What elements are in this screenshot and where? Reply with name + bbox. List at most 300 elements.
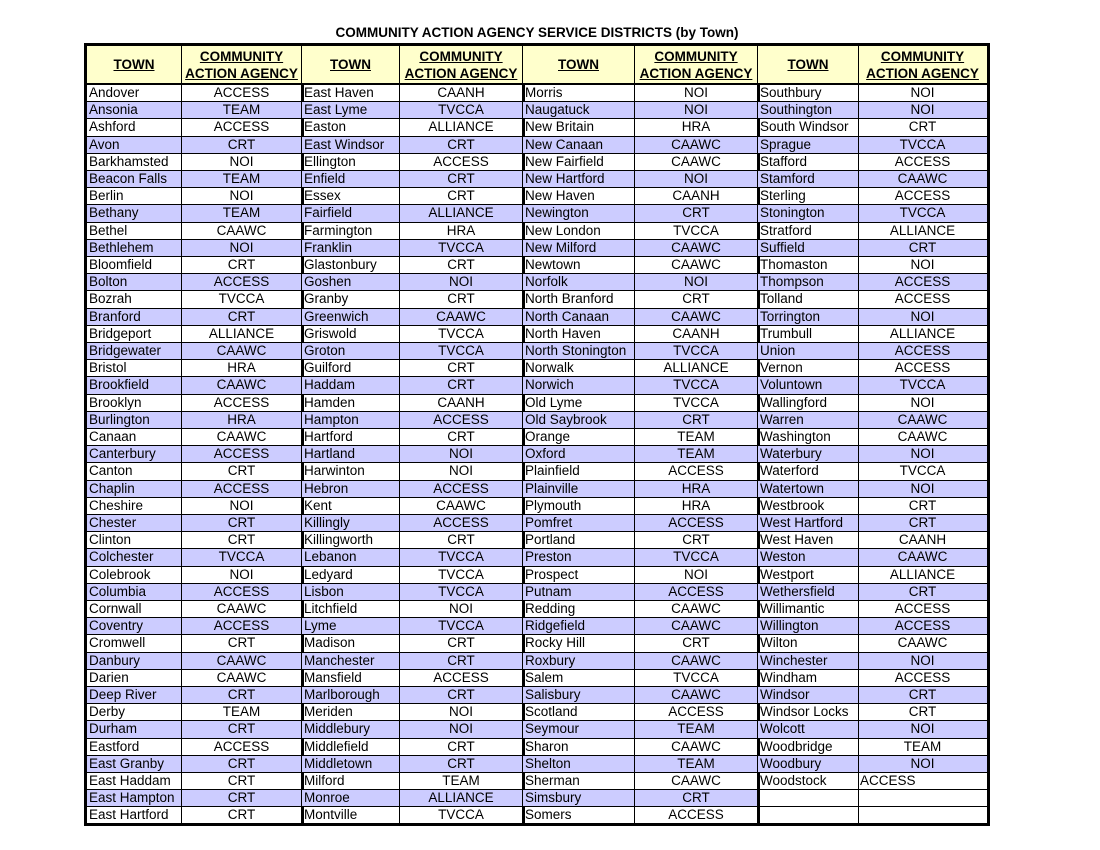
town-cell: Essex — [302, 188, 399, 205]
agency-header: COMMUNITY ACTION AGENCY — [181, 46, 302, 85]
town-cell: Madison — [302, 635, 399, 652]
agency-cell: NOI — [181, 154, 302, 171]
town-cell: Fairfield — [302, 205, 399, 222]
town-cell: Oxford — [523, 446, 634, 463]
agency-cell: CAAWC — [181, 223, 302, 240]
town-cell: East Granby — [87, 756, 181, 773]
town-cell: Mansfield — [302, 670, 399, 687]
town-header: TOWN — [758, 46, 858, 85]
agency-cell: CRT — [634, 291, 758, 308]
town-cell: Chester — [87, 515, 181, 532]
town-cell: Coventry — [87, 618, 181, 635]
agency-cell: TVCCA — [399, 549, 523, 566]
town-cell: Brookfield — [87, 377, 181, 394]
town-cell: Wallingford — [758, 395, 858, 412]
agency-cell: ACCESS — [181, 119, 302, 136]
agency-cell: ACCESS — [181, 274, 302, 291]
town-cell: Wethersfield — [758, 584, 858, 601]
agency-cell: CAAWC — [181, 429, 302, 446]
agency-cell: TVCCA — [858, 377, 987, 394]
agency-cell: TEAM — [181, 205, 302, 222]
town-cell: Colebrook — [87, 567, 181, 584]
agency-cell: CAANH — [858, 532, 987, 549]
agency-cell: NOI — [858, 446, 987, 463]
agency-cell: ALLIANCE — [634, 360, 758, 377]
town-cell: Hartford — [302, 429, 399, 446]
agency-cell: ALLIANCE — [858, 223, 987, 240]
agency-cell: NOI — [181, 240, 302, 257]
town-cell: Seymour — [523, 721, 634, 738]
agency-cell: NOI — [858, 395, 987, 412]
town-cell: Colchester — [87, 549, 181, 566]
agency-cell: CRT — [181, 635, 302, 652]
town-cell: Monroe — [302, 790, 399, 807]
town-cell: Waterford — [758, 463, 858, 480]
agency-cell: NOI — [634, 102, 758, 119]
agency-cell: CRT — [399, 291, 523, 308]
town-cell: New Britain — [523, 119, 634, 136]
agency-cell — [858, 790, 987, 807]
town-header: TOWN — [87, 46, 181, 85]
town-cell: Vernon — [758, 360, 858, 377]
town-cell: Berlin — [87, 188, 181, 205]
agency-cell: NOI — [399, 704, 523, 721]
agency-cell: ACCESS — [858, 154, 987, 171]
town-cell: North Stonington — [523, 343, 634, 360]
town-cell: Voluntown — [758, 377, 858, 394]
agency-cell: TVCCA — [399, 343, 523, 360]
agency-cell: CRT — [858, 584, 987, 601]
agency-cell: ACCESS — [181, 739, 302, 756]
agency-cell: NOI — [858, 721, 987, 738]
town-cell: Branford — [87, 309, 181, 326]
agency-cell: TVCCA — [858, 137, 987, 154]
agency-cell: CRT — [181, 687, 302, 704]
agency-cell: CRT — [399, 188, 523, 205]
town-cell: Hebron — [302, 481, 399, 498]
town-cell: Barkhamsted — [87, 154, 181, 171]
agency-cell: ACCESS — [399, 515, 523, 532]
town-cell: Bethel — [87, 223, 181, 240]
town-cell: Plainfield — [523, 463, 634, 480]
agency-cell: ACCESS — [181, 85, 302, 102]
column-divider — [634, 46, 635, 823]
town-cell: Southington — [758, 102, 858, 119]
agency-cell: ALLIANCE — [399, 790, 523, 807]
agency-cell: CRT — [399, 429, 523, 446]
agency-cell: CRT — [181, 721, 302, 738]
town-cell: Hartland — [302, 446, 399, 463]
agency-cell: CAAWC — [399, 498, 523, 515]
town-cell: East Lyme — [302, 102, 399, 119]
town-cell: Salisbury — [523, 687, 634, 704]
town-cell: Willington — [758, 618, 858, 635]
agency-cell: HRA — [181, 412, 302, 429]
town-cell: Torrington — [758, 309, 858, 326]
agency-cell: HRA — [399, 223, 523, 240]
agency-cell: ACCESS — [181, 584, 302, 601]
town-cell: Westport — [758, 567, 858, 584]
agency-cell: TVCCA — [634, 223, 758, 240]
agency-cell: TEAM — [634, 429, 758, 446]
agency-cell: CRT — [181, 773, 302, 790]
town-cell: New Hartford — [523, 171, 634, 188]
town-cell: Plymouth — [523, 498, 634, 515]
agency-column-2 — [399, 46, 523, 823]
agency-cell: ACCESS — [399, 670, 523, 687]
agency-cell: CAAWC — [634, 309, 758, 326]
agency-cell: TVCCA — [399, 567, 523, 584]
agency-cell: ALLIANCE — [181, 326, 302, 343]
town-column-4 — [758, 46, 858, 823]
town-cell: Sherman — [523, 773, 634, 790]
agency-cell: TVCCA — [634, 377, 758, 394]
agency-cell: HRA — [181, 360, 302, 377]
agency-cell: ACCESS — [858, 618, 987, 635]
town-cell — [758, 790, 858, 807]
town-cell: New Canaan — [523, 137, 634, 154]
agency-cell: TEAM — [399, 773, 523, 790]
agency-cell: ACCESS — [858, 188, 987, 205]
town-cell: Thomaston — [758, 257, 858, 274]
agency-cell: TVCCA — [399, 102, 523, 119]
town-cell: Windham — [758, 670, 858, 687]
page-title: COMMUNITY ACTION AGENCY SERVICE DISTRICTS (by Town) — [335, 25, 739, 40]
town-cell: Farmington — [302, 223, 399, 240]
agency-cell: NOI — [858, 481, 987, 498]
agency-cell: ACCESS — [858, 360, 987, 377]
agency-cell: CAAWC — [181, 343, 302, 360]
agency-cell: NOI — [399, 274, 523, 291]
agency-cell: TVCCA — [181, 549, 302, 566]
town-cell: Enfield — [302, 171, 399, 188]
town-cell: Roxbury — [523, 653, 634, 670]
agency-cell: TEAM — [634, 756, 758, 773]
agency-cell: CRT — [399, 532, 523, 549]
agency-cell: CRT — [858, 687, 987, 704]
agency-cell: ALLIANCE — [399, 205, 523, 222]
town-cell: Norwalk — [523, 360, 634, 377]
agency-cell: CRT — [181, 790, 302, 807]
agency-cell: CAAWC — [634, 154, 758, 171]
town-cell: East Hartford — [87, 807, 181, 824]
town-cell: Woodbury — [758, 756, 858, 773]
agency-cell: HRA — [634, 119, 758, 136]
town-cell: Putnam — [523, 584, 634, 601]
agency-cell: ACCESS — [858, 601, 987, 618]
town-cell: Orange — [523, 429, 634, 446]
agency-cell: CRT — [181, 515, 302, 532]
agency-cell: NOI — [399, 463, 523, 480]
agency-cell: ACCESS — [634, 584, 758, 601]
agency-cell: ACCESS — [399, 412, 523, 429]
agency-cell: TVCCA — [399, 326, 523, 343]
town-cell: Easton — [302, 119, 399, 136]
agency-cell: CAAWC — [181, 377, 302, 394]
town-cell: Cheshire — [87, 498, 181, 515]
agency-cell: ALLIANCE — [399, 119, 523, 136]
agency-cell: CRT — [181, 137, 302, 154]
town-cell: Franklin — [302, 240, 399, 257]
town-cell: Burlington — [87, 412, 181, 429]
town-cell: Preston — [523, 549, 634, 566]
agency-cell: CAANH — [399, 85, 523, 102]
agency-cell: TVCCA — [634, 395, 758, 412]
town-cell: Morris — [523, 85, 634, 102]
town-cell: Lebanon — [302, 549, 399, 566]
town-cell: Eastford — [87, 739, 181, 756]
town-cell: Redding — [523, 601, 634, 618]
town-cell: West Hartford — [758, 515, 858, 532]
agency-cell: CRT — [858, 498, 987, 515]
agency-header: COMMUNITY ACTION AGENCY — [858, 46, 987, 85]
agency-cell: CRT — [399, 257, 523, 274]
town-cell: Killingly — [302, 515, 399, 532]
agency-cell: ACCESS — [181, 446, 302, 463]
agency-cell: CRT — [399, 739, 523, 756]
agency-cell: ACCESS — [858, 274, 987, 291]
town-cell: Cromwell — [87, 635, 181, 652]
agency-cell: TVCCA — [858, 463, 987, 480]
agency-cell: CAAWC — [181, 601, 302, 618]
agency-cell: CAAWC — [634, 257, 758, 274]
town-cell: North Canaan — [523, 309, 634, 326]
agency-cell: ACCESS — [858, 343, 987, 360]
town-cell: Watertown — [758, 481, 858, 498]
town-cell: Winchester — [758, 653, 858, 670]
town-cell: Simsbury — [523, 790, 634, 807]
agency-cell: CRT — [858, 119, 987, 136]
town-cell: Southbury — [758, 85, 858, 102]
agency-cell: CRT — [181, 807, 302, 824]
agency-cell: NOI — [634, 274, 758, 291]
agency-cell: CAAWC — [858, 412, 987, 429]
agency-cell: TVCCA — [399, 618, 523, 635]
town-cell: Milford — [302, 773, 399, 790]
town-cell: Lyme — [302, 618, 399, 635]
agency-cell: CRT — [399, 687, 523, 704]
agency-cell: CRT — [634, 635, 758, 652]
agency-cell: TEAM — [858, 739, 987, 756]
agency-column-3 — [634, 46, 758, 823]
town-cell: Old Lyme — [523, 395, 634, 412]
agency-cell: ACCESS — [858, 670, 987, 687]
town-cell: Sprague — [758, 137, 858, 154]
town-cell: Griswold — [302, 326, 399, 343]
town-cell: Bolton — [87, 274, 181, 291]
town-cell: Windsor Locks — [758, 704, 858, 721]
town-cell: Bloomfield — [87, 257, 181, 274]
town-cell: East Hampton — [87, 790, 181, 807]
town-cell: Bridgewater — [87, 343, 181, 360]
town-cell: Willimantic — [758, 601, 858, 618]
town-cell: Clinton — [87, 532, 181, 549]
town-cell: Woodstock — [758, 773, 858, 790]
agency-cell: TVCCA — [634, 670, 758, 687]
town-cell: North Haven — [523, 326, 634, 343]
town-cell: Washington — [758, 429, 858, 446]
agency-cell: CRT — [399, 137, 523, 154]
town-header: TOWN — [302, 46, 399, 85]
agency-cell: CRT — [399, 635, 523, 652]
agency-cell: ACCESS — [634, 704, 758, 721]
agency-cell: CAANH — [399, 395, 523, 412]
town-cell: New Milford — [523, 240, 634, 257]
agency-cell: TVCCA — [634, 549, 758, 566]
town-column-3 — [523, 46, 634, 823]
town-cell: Naugatuck — [523, 102, 634, 119]
agency-cell: CAAWC — [181, 670, 302, 687]
town-cell: Tolland — [758, 291, 858, 308]
agency-cell: NOI — [858, 257, 987, 274]
town-cell: Groton — [302, 343, 399, 360]
agency-cell: NOI — [634, 567, 758, 584]
agency-cell: CAAWC — [634, 618, 758, 635]
districts-table — [84, 43, 990, 826]
column-divider — [858, 46, 859, 823]
agency-cell: CRT — [634, 532, 758, 549]
agency-cell: NOI — [399, 601, 523, 618]
town-cell: Bethany — [87, 205, 181, 222]
town-cell: Ridgefield — [523, 618, 634, 635]
town-cell: East Windsor — [302, 137, 399, 154]
town-cell: Waterbury — [758, 446, 858, 463]
agency-cell: TEAM — [181, 171, 302, 188]
town-cell: Montville — [302, 807, 399, 824]
agency-cell: NOI — [634, 171, 758, 188]
town-cell: Wolcott — [758, 721, 858, 738]
town-cell: Stratford — [758, 223, 858, 240]
agency-cell: ALLIANCE — [858, 567, 987, 584]
town-cell: Deep River — [87, 687, 181, 704]
agency-cell: ACCESS — [399, 481, 523, 498]
town-cell: Ashford — [87, 119, 181, 136]
agency-cell: CRT — [181, 463, 302, 480]
town-cell: Canaan — [87, 429, 181, 446]
agency-cell: NOI — [181, 567, 302, 584]
town-cell: Hampton — [302, 412, 399, 429]
town-cell: Manchester — [302, 653, 399, 670]
agency-cell: TEAM — [634, 721, 758, 738]
agency-cell: CAAWC — [858, 549, 987, 566]
agency-cell: CRT — [399, 653, 523, 670]
town-cell: Stafford — [758, 154, 858, 171]
town-cell: Ledyard — [302, 567, 399, 584]
town-cell: North Branford — [523, 291, 634, 308]
town-cell: Kent — [302, 498, 399, 515]
town-cell: Wilton — [758, 635, 858, 652]
agency-header: COMMUNITY ACTION AGENCY — [634, 46, 758, 85]
town-cell: Somers — [523, 807, 634, 824]
town-cell: Woodbridge — [758, 739, 858, 756]
town-cell: Meriden — [302, 704, 399, 721]
agency-cell: ACCESS — [634, 463, 758, 480]
agency-cell: CRT — [399, 377, 523, 394]
agency-cell: CAAWC — [858, 429, 987, 446]
town-cell: Cornwall — [87, 601, 181, 618]
town-header: TOWN — [523, 46, 634, 85]
town-cell: Andover — [87, 85, 181, 102]
town-cell: Warren — [758, 412, 858, 429]
town-cell: New London — [523, 223, 634, 240]
town-cell: Salem — [523, 670, 634, 687]
town-cell: East Haven — [302, 85, 399, 102]
agency-cell: CAAWC — [634, 687, 758, 704]
agency-cell: NOI — [858, 653, 987, 670]
agency-cell: NOI — [181, 188, 302, 205]
town-cell — [758, 807, 858, 824]
town-cell: South Windsor — [758, 119, 858, 136]
agency-cell: CRT — [181, 257, 302, 274]
town-cell: Prospect — [523, 567, 634, 584]
agency-cell: CAAWC — [634, 137, 758, 154]
agency-cell: ACCESS — [858, 773, 987, 790]
town-cell: Goshen — [302, 274, 399, 291]
agency-cell — [858, 807, 987, 824]
town-cell: Bristol — [87, 360, 181, 377]
town-cell: Norwich — [523, 377, 634, 394]
agency-cell: NOI — [634, 85, 758, 102]
agency-cell: ACCESS — [181, 481, 302, 498]
agency-header: COMMUNITY ACTION AGENCY — [399, 46, 523, 85]
agency-cell: ACCESS — [181, 395, 302, 412]
town-cell: Columbia — [87, 584, 181, 601]
town-cell: Canterbury — [87, 446, 181, 463]
town-cell: Stonington — [758, 205, 858, 222]
town-cell: Durham — [87, 721, 181, 738]
agency-cell: TVCCA — [399, 584, 523, 601]
town-cell: Westbrook — [758, 498, 858, 515]
agency-cell: CAAWC — [858, 171, 987, 188]
agency-cell: NOI — [181, 498, 302, 515]
agency-cell: CRT — [399, 171, 523, 188]
agency-cell: CRT — [181, 309, 302, 326]
town-cell: Norfolk — [523, 274, 634, 291]
town-cell: Haddam — [302, 377, 399, 394]
agency-cell: CRT — [399, 756, 523, 773]
agency-cell: TVCCA — [858, 205, 987, 222]
agency-cell: TVCCA — [399, 240, 523, 257]
town-cell: Thompson — [758, 274, 858, 291]
agency-cell: NOI — [399, 721, 523, 738]
town-cell: Middletown — [302, 756, 399, 773]
town-cell: Sharon — [523, 739, 634, 756]
agency-cell: CAAWC — [634, 773, 758, 790]
town-cell: Lisbon — [302, 584, 399, 601]
town-cell: Guilford — [302, 360, 399, 377]
town-cell: Avon — [87, 137, 181, 154]
agency-cell: TEAM — [181, 102, 302, 119]
town-cell: Glastonbury — [302, 257, 399, 274]
agency-cell: ACCESS — [634, 515, 758, 532]
agency-cell: CRT — [858, 240, 987, 257]
town-cell: Newington — [523, 205, 634, 222]
town-cell: Stamford — [758, 171, 858, 188]
agency-column-4 — [858, 46, 987, 823]
agency-cell: CRT — [634, 205, 758, 222]
agency-cell: CAAWC — [399, 309, 523, 326]
agency-cell: NOI — [858, 102, 987, 119]
agency-cell: ACCESS — [399, 154, 523, 171]
town-cell: New Fairfield — [523, 154, 634, 171]
town-cell: Scotland — [523, 704, 634, 721]
town-cell: Newtown — [523, 257, 634, 274]
agency-cell: TVCCA — [634, 343, 758, 360]
town-cell: Suffield — [758, 240, 858, 257]
town-cell: Litchfield — [302, 601, 399, 618]
town-cell: Hamden — [302, 395, 399, 412]
agency-cell: TEAM — [634, 446, 758, 463]
